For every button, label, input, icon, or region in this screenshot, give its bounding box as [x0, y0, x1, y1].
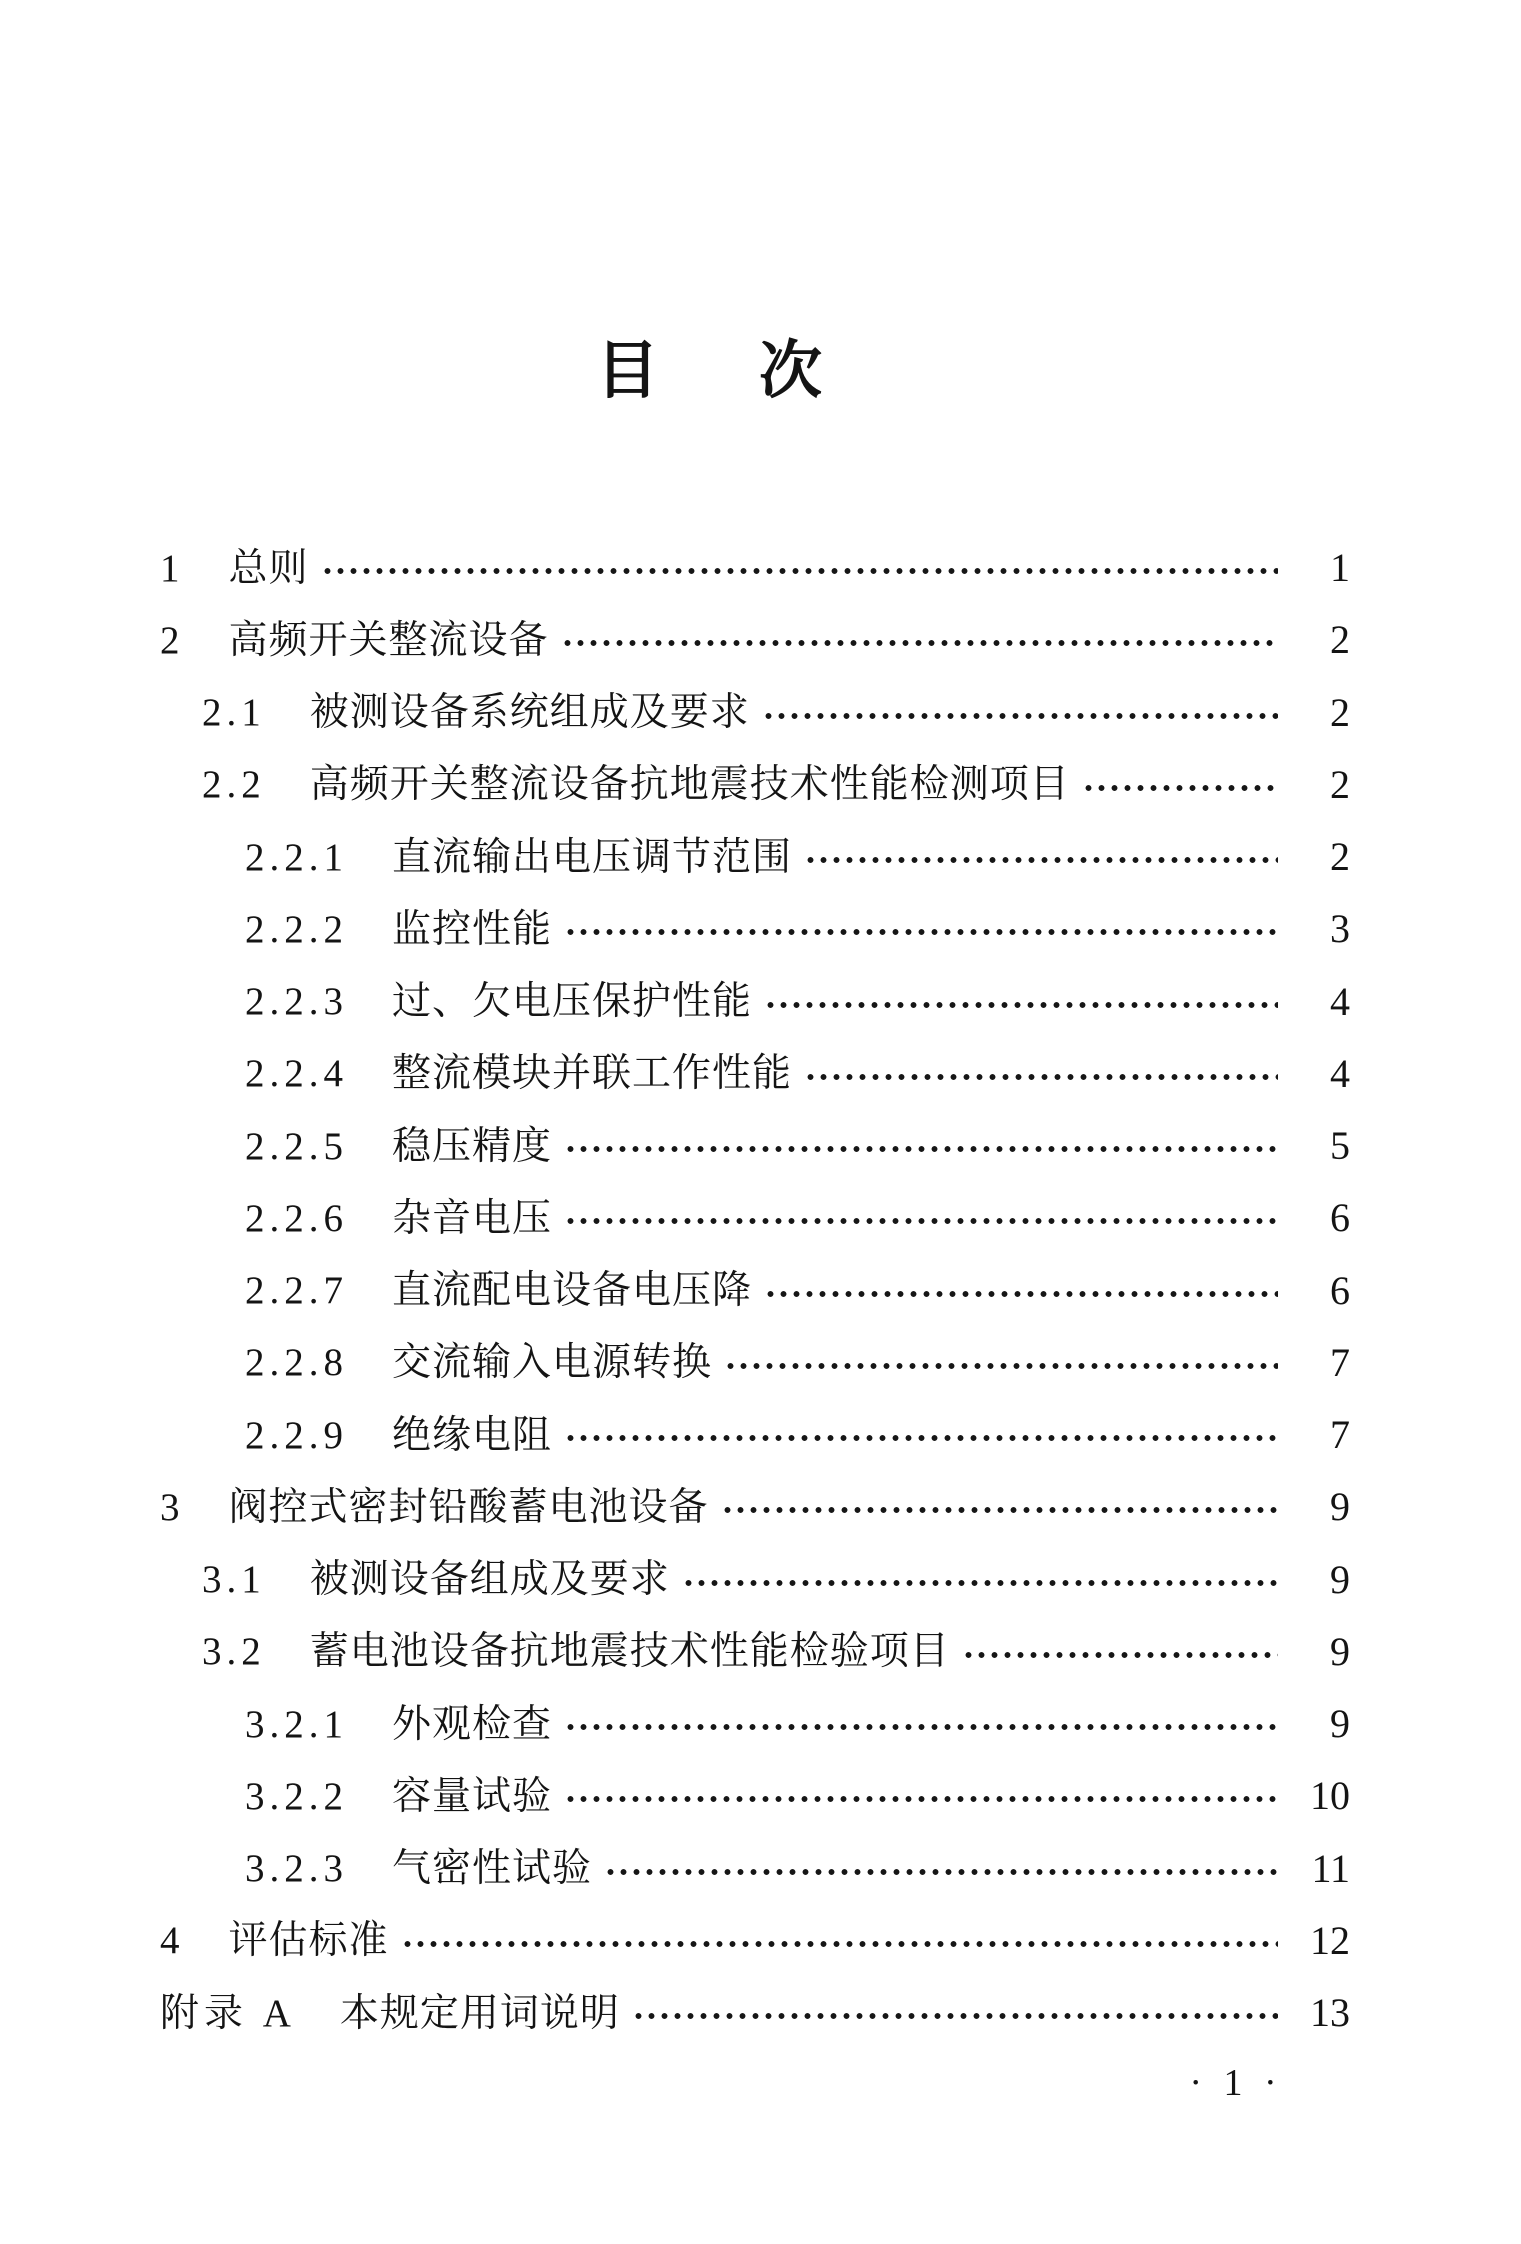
toc-entry-page: 12 — [1310, 1917, 1350, 1963]
toc-entry-page: 2 — [1330, 689, 1350, 735]
toc-entry-page: 6 — [1330, 1267, 1350, 1313]
page-title-char-1: 目 — [596, 334, 659, 407]
toc-entry-number: 2.2.3 — [245, 980, 348, 1024]
toc-entry-page: 6 — [1330, 1195, 1350, 1241]
toc-row — [160, 1688, 1350, 1760]
toc-entry-title: 蓄电池设备抗地震技术性能检验项目 — [309, 1630, 950, 1674]
dot-leader — [632, 2009, 1278, 2023]
toc-entry-title: 直流输出电压调节范围 — [392, 835, 793, 879]
toc-row — [160, 1471, 1350, 1543]
toc-list — [160, 532, 1350, 2049]
dot-leader — [604, 1865, 1278, 1879]
toc-entry-title: 过、欠电压保护性能 — [392, 980, 753, 1024]
dot-leader — [682, 1576, 1278, 1590]
toc-entry-title: 高频开关整流设备 — [228, 618, 549, 662]
toc-row — [160, 677, 1350, 749]
toc-entry-number: 2.2.8 — [245, 1341, 348, 1385]
toc-entry-title: 被测设备系统组成及要求 — [309, 691, 750, 735]
toc-entry-number: 4 — [160, 1919, 185, 1963]
toc-row — [160, 1833, 1350, 1905]
toc-entry-title: 直流配电设备电压降 — [392, 1269, 753, 1313]
toc-entry-title: 本规定用词说明 — [339, 1991, 620, 2035]
toc-row — [160, 1110, 1350, 1182]
toc-entry-page: 4 — [1330, 1050, 1350, 1096]
toc-entry-page: 13 — [1310, 1990, 1350, 2036]
toc-row — [160, 1255, 1350, 1327]
dot-leader — [764, 1287, 1278, 1301]
toc-entry-number: 2 — [160, 618, 185, 662]
dot-leader — [561, 636, 1278, 650]
toc-entry-title: 评估标准 — [228, 1919, 389, 1963]
toc-entry-title: 监控性能 — [392, 907, 553, 951]
toc-entry-number: 3.1 — [202, 1558, 266, 1602]
dot-leader — [401, 1937, 1278, 1951]
toc-entry-number: 2.2 — [202, 763, 266, 807]
toc-entry-page: 9 — [1330, 1556, 1350, 1602]
footer-page-number: · 1 · — [1189, 2062, 1283, 2104]
toc-entry-number: 2.2.9 — [245, 1413, 348, 1457]
toc-entry-number: 2.1 — [202, 691, 266, 735]
dot-leader — [1082, 781, 1278, 795]
toc-entry-title: 外观检查 — [392, 1702, 553, 1746]
toc-entry-number: 2.2.6 — [245, 1196, 348, 1240]
toc-row — [160, 1327, 1350, 1399]
toc-entry-number: 1 — [160, 546, 185, 590]
toc-entry-page: 2 — [1330, 834, 1350, 880]
toc-row — [160, 1399, 1350, 1471]
toc-entry-title: 稳压精度 — [392, 1124, 553, 1168]
dot-leader — [804, 853, 1278, 867]
toc-row — [160, 749, 1350, 821]
toc-entry-number: 3 — [160, 1485, 185, 1529]
toc-row — [160, 1182, 1350, 1254]
toc-entry-number: 2.2.4 — [245, 1052, 348, 1096]
toc-entry-page: 9 — [1330, 1484, 1350, 1530]
toc-row — [160, 966, 1350, 1038]
toc-entry-page: 2 — [1330, 617, 1350, 663]
dot-leader — [564, 1792, 1278, 1806]
toc-entry-page: 7 — [1330, 1412, 1350, 1458]
toc-entry-number: 3.2.1 — [245, 1702, 348, 1746]
page-title-char-2: 次 — [759, 334, 822, 407]
toc-entry-page: 4 — [1330, 978, 1350, 1024]
toc-row — [160, 893, 1350, 965]
toc-entry-title: 阀控式密封铅酸蓄电池设备 — [228, 1485, 709, 1529]
toc-row — [160, 532, 1350, 604]
toc-entry-title: 高频开关整流设备抗地震技术性能检测项目 — [309, 763, 1070, 807]
toc-entry-title: 容量试验 — [392, 1774, 553, 1818]
toc-entry-page: 10 — [1310, 1773, 1350, 1819]
toc-entry-page: 9 — [1330, 1628, 1350, 1674]
toc-row — [160, 1616, 1350, 1688]
dot-leader — [724, 1359, 1278, 1373]
dot-leader — [321, 564, 1278, 578]
toc-entry-number: 3.2.2 — [245, 1774, 348, 1818]
toc-entry-number: 附录 A — [160, 1991, 296, 2035]
dot-leader — [564, 925, 1278, 939]
toc-row — [160, 1760, 1350, 1832]
dot-leader — [564, 1431, 1278, 1445]
dot-leader — [962, 1648, 1278, 1662]
toc-entry-page: 11 — [1311, 1845, 1350, 1891]
toc-entry-title: 总则 — [228, 546, 309, 590]
toc-row — [160, 821, 1350, 893]
dot-leader — [764, 998, 1278, 1012]
toc-entry-title: 气密性试验 — [392, 1847, 593, 1891]
toc-row — [160, 1977, 1350, 2049]
toc-entry-title: 交流输入电源转换 — [392, 1341, 713, 1385]
toc-entry-number: 2.2.1 — [245, 835, 348, 879]
toc-row — [160, 1905, 1350, 1977]
toc-entry-title: 被测设备组成及要求 — [309, 1558, 670, 1602]
dot-leader — [564, 1720, 1278, 1734]
toc-entry-page: 1 — [1330, 545, 1350, 591]
toc-row — [160, 1544, 1350, 1616]
toc-entry-page: 7 — [1330, 1339, 1350, 1385]
dot-leader — [721, 1503, 1278, 1517]
dot-leader — [804, 1070, 1278, 1084]
toc-entry-number: 2.2.7 — [245, 1269, 348, 1313]
page-title — [596, 334, 822, 407]
toc-entry-page: 3 — [1330, 906, 1350, 952]
toc-entry-title: 杂音电压 — [392, 1196, 553, 1240]
dot-leader — [564, 1142, 1278, 1156]
toc-entry-number: 3.2.3 — [245, 1847, 348, 1891]
toc-entry-title: 整流模块并联工作性能 — [392, 1052, 793, 1096]
dot-leader — [762, 709, 1278, 723]
toc-entry-number: 2.2.5 — [245, 1124, 348, 1168]
toc-entry-page: 5 — [1330, 1123, 1350, 1169]
toc-entry-number: 2.2.2 — [245, 907, 348, 951]
toc-row — [160, 1038, 1350, 1110]
toc-entry-title: 绝缘电阻 — [392, 1413, 553, 1457]
toc-entry-number: 3.2 — [202, 1630, 266, 1674]
toc-entry-page: 9 — [1330, 1701, 1350, 1747]
toc-entry-page: 2 — [1330, 761, 1350, 807]
toc-row — [160, 604, 1350, 676]
dot-leader — [564, 1214, 1278, 1228]
